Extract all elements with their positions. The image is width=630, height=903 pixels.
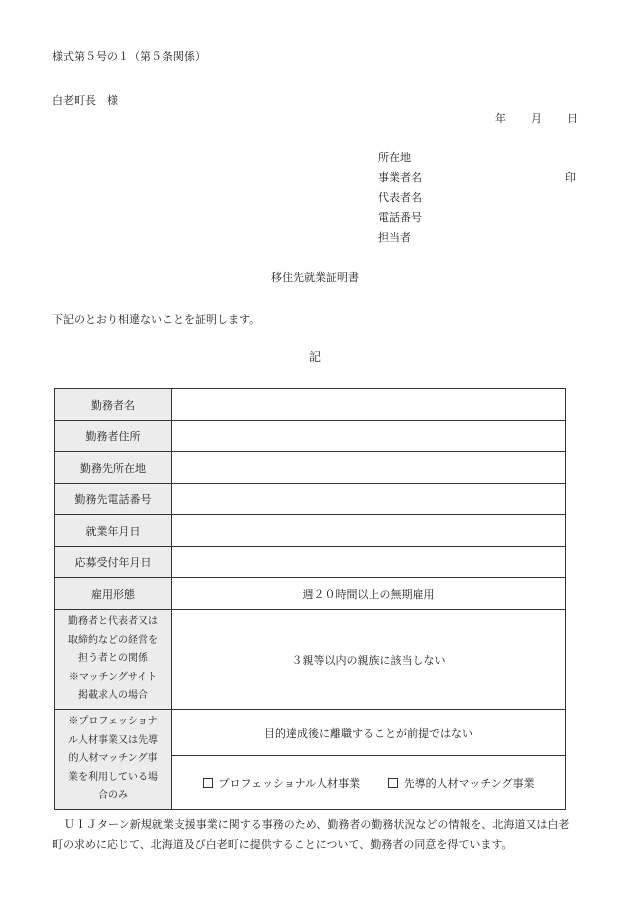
certificate-table bbox=[54, 388, 566, 810]
form-number: 様式第５号の１（第５条関係） bbox=[52, 50, 206, 63]
leading-matching-label: 先導的人材マッチング事業 bbox=[403, 776, 535, 790]
worker-address-label: 勤務者住所 bbox=[55, 421, 172, 452]
representative-label: 代表者名 bbox=[378, 191, 422, 204]
worker-name-label: 勤務者名 bbox=[55, 389, 172, 421]
professional-talent-option[interactable] bbox=[203, 775, 361, 791]
program-options bbox=[172, 756, 566, 810]
professional-value: 目的達成後に離職することが前提ではない bbox=[172, 710, 566, 756]
worker-name-field[interactable] bbox=[172, 389, 566, 421]
consent-text: ＵＩＪターン新規就業支援事業に関する事務のため、勤務者の勤務状況などの情報を、北海道又は白老町の求めに応じて、北海道及び白老町に提供することについて、勤務者の同意を得ています。 bbox=[52, 818, 570, 851]
workplace-address-label: 勤務先所在地 bbox=[55, 452, 172, 484]
certify-text: 下記のとおり相違ないことを証明します。 bbox=[52, 313, 261, 326]
business-name-label: 事業者名 bbox=[378, 171, 422, 184]
employment-date-label: 就業年月日 bbox=[55, 515, 172, 547]
date-year: 年 bbox=[495, 112, 506, 125]
contact-person-label: 担当者 bbox=[378, 231, 411, 244]
relationship-label-line: 掲載求人の場合 bbox=[78, 690, 148, 702]
relationship-label-line: 担う者との関係 bbox=[78, 653, 148, 665]
stamp-mark: 印 bbox=[565, 171, 576, 184]
document-title: 移住先就業証明書 bbox=[271, 271, 359, 284]
leading-matching-option[interactable] bbox=[388, 775, 535, 791]
date-line bbox=[495, 110, 578, 126]
relationship-label bbox=[55, 610, 172, 710]
address-label: 所在地 bbox=[378, 151, 411, 164]
leading-matching-checkbox[interactable] bbox=[388, 778, 398, 788]
professional-label bbox=[55, 710, 172, 810]
workplace-address-field[interactable] bbox=[172, 452, 566, 484]
application-date-field[interactable] bbox=[172, 547, 566, 578]
workplace-phone-label: 勤務先電話番号 bbox=[55, 484, 172, 515]
relationship-value: ３親等以内の親族に該当しない bbox=[172, 610, 566, 710]
workplace-phone-field[interactable] bbox=[172, 484, 566, 515]
professional-label-line: 業を利用している場 bbox=[68, 771, 158, 783]
employment-date-field[interactable] bbox=[172, 515, 566, 547]
professional-talent-label: プロフェッショナル人材事業 bbox=[218, 776, 361, 790]
relationship-label-line: 取締約などの経営を bbox=[68, 634, 158, 646]
professional-label-line: ※プロフェッショナ bbox=[68, 716, 158, 728]
date-month: 月 bbox=[531, 112, 542, 125]
professional-label-line: ル人材事業又は先導 bbox=[68, 734, 158, 746]
professional-label-line: 合のみ bbox=[98, 790, 128, 802]
ki-heading: 記 bbox=[308, 350, 321, 364]
date-day: 日 bbox=[567, 112, 578, 125]
employment-type-label: 雇用形態 bbox=[55, 578, 172, 610]
worker-address-field[interactable] bbox=[172, 421, 566, 452]
professional-label-line: 的人材マッチング事 bbox=[68, 753, 158, 765]
phone-label: 電話番号 bbox=[378, 211, 422, 224]
relationship-label-line: 勤務者と代表者又は bbox=[68, 616, 158, 628]
addressee: 白老町長 様 bbox=[52, 94, 118, 107]
application-date-label: 応募受付年月日 bbox=[55, 547, 172, 578]
employment-type-value: 週２０時間以上の無期雇用 bbox=[172, 578, 566, 610]
relationship-label-line: ※マッチングサイト bbox=[68, 671, 158, 683]
professional-talent-checkbox[interactable] bbox=[203, 778, 213, 788]
